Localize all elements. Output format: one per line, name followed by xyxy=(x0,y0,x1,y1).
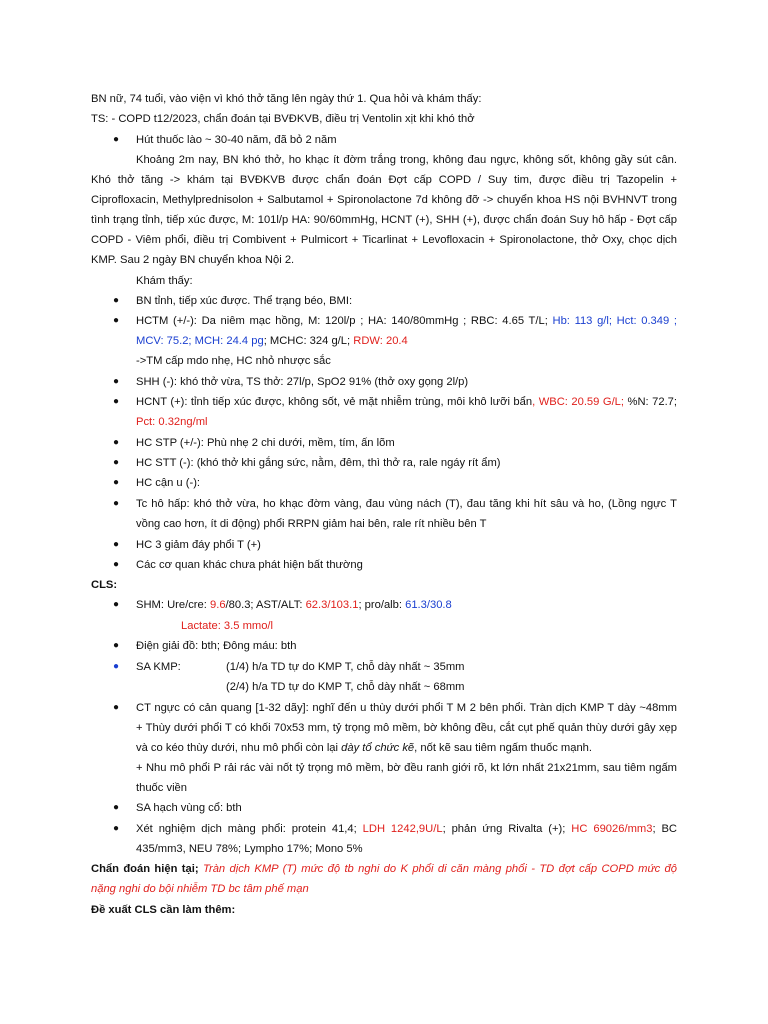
bullet-dot-icon: ● xyxy=(113,823,120,834)
bullet-dot-icon: ● xyxy=(113,437,120,448)
bullet-dot-icon: ● xyxy=(113,477,120,488)
history-line-6: KMP. Sau 2 ngày BN chuyển khoa Nội 2. xyxy=(91,254,295,266)
cls-ct-line-4: + Nhu mô phổi P rải rác vài nốt tỷ trọng mô mềm, bờ đều ranh giới rõ, kt lớn nhất 21x21mm, sau tiêm ngấm xyxy=(136,762,677,774)
exam-general: BN tỉnh, tiếp xúc được. Thể trạng béo, BMI: xyxy=(136,295,353,307)
exam-can-u: HC cận u (-): xyxy=(136,477,201,489)
exam-shh: SHH (-): khó thở vừa, TS thở: 27l/p, SpO2 91% (thở oxy gọng 2l/p) xyxy=(136,376,469,388)
cls-ct-line-3: và co kéo thùy dưới, nhu mô phổi còn lại dày tổ chức kẽ, nốt kẽ sau tiêm ngấm thuốc mạnh. xyxy=(136,742,593,754)
bullet-dot-icon: ● xyxy=(113,640,120,651)
exam-stt: HC STT (-): (khó thở khi gắng sức, nằm, đêm, thì thở ra, rale ngáy rít ẩm) xyxy=(136,457,501,469)
exam-hcnt-line-1: HCNT (+): tỉnh tiếp xúc được, không sốt, vẻ mặt nhiễm trùng, môi khô lưỡi bẩn, WBC: 20.59 G/L; %N: 72.7; xyxy=(136,396,678,408)
exam-respiratory-line-2: vồng cao hơn, ít di động) phổi RRPN giảm hai bên, rale rít nhiều bên T xyxy=(136,518,487,530)
cls-sa-result-2: (2/4) h/a TD tự do KMP T, chỗ dày nhất ~ 68mm xyxy=(226,681,465,693)
cls-lactate: Lactate: 3.5 mmo/l xyxy=(181,620,274,632)
bullet-dot-icon: ● xyxy=(113,498,120,509)
cls-ct-line-2: + Thùy dưới phổi T có khối 70x53 mm, tỷ trọng mô mềm, bờ không đều, cắt cụt phế quản thùy dưới gây xẹp xyxy=(136,722,677,734)
cls-pleural-fluid-line-1: Xét nghiệm dịch màng phổi: protein 41,4; LDH 1242,9U/L; phản ứng Rivalta (+); HC 69026/mm3; BC xyxy=(136,823,677,835)
smoking-history: Hút thuốc lào ~ 30-40 năm, đã bỏ 2 năm xyxy=(136,134,337,146)
exam-hctm-line-1: HCTM (+/-): Da niêm mạc hồng, M: 120l/p ; HA: 140/80mmHg ; RBC: 4.65 T/L; Hb: 113 g/l; Hct: 0.349 ; xyxy=(136,315,677,327)
cls-shm: SHM: Ure/cre: 9.6/80.3; AST/ALT: 62.3/103.1; pro/alb: 61.3/30.8 xyxy=(136,599,452,611)
history-line-1: Khoảng 2m nay, BN khó thở, ho khạc ít đờm trắng trong, không đau ngực, không sốt, không gầy sút cân. xyxy=(136,154,677,166)
bullet-dot-icon: ● xyxy=(113,457,120,468)
exam-hctm-line-2: MCV: 75.2; MCH: 24.4 pg; MCHC: 324 g/L; RDW: 20.4 xyxy=(136,335,408,347)
cls-sa-hach: SA hạch vùng cổ: bth xyxy=(136,802,242,814)
bullet-dot-icon: ● xyxy=(113,539,120,550)
bullet-dot-icon: ● xyxy=(113,396,120,407)
exam-stp: HC STP (+/-): Phù nhẹ 2 chi dưới, mềm, tím, ấn lõm xyxy=(136,437,395,449)
cls-ct-line-5: thuốc viền xyxy=(136,782,187,794)
exam-respiratory-line-1: Tc hô hấp: khó thở vừa, ho khạc đờm vàng, đau vùng nách (T), đau tăng khi hít sâu và ho, (Lồng ngực T xyxy=(136,498,677,510)
bullet-dot-icon: ● xyxy=(113,559,120,570)
bullet-dot-icon: ● xyxy=(113,802,120,813)
exam-hc3: HC 3 giảm đáy phổi T (+) xyxy=(136,539,261,551)
exam-hcnt-pct: Pct: 0.32ng/ml xyxy=(136,416,208,428)
history-line-5: COPD - Viêm phổi, điều trị Combivent + Pulmicort + Ticarlinat + Levofloxacin + Spironolactone, thở Oxy, chọc dịch xyxy=(91,234,677,246)
bullet-dot-icon: ● xyxy=(113,661,120,672)
exam-other: Các cơ quan khác chưa phát hiện bất thường xyxy=(136,559,363,571)
cls-heading: CLS: xyxy=(91,579,118,591)
history-line-2: Khó thở tăng -> khám tại BVĐKVB được chẩn đoán Đợt cấp COPD / Suy tim, được điều trị Tazopelin + xyxy=(91,174,677,186)
cls-ct-line-1: CT ngực có cản quang [1-32 dãy]: nghĩ đến u thùy dưới phổi T M 2 bên phổi. Tràn dịch KMP T dày ~48mm xyxy=(136,702,677,714)
cls-pleural-fluid-line-2: 435/mm3, NEU 78%; Lympho 17%; Mono 5% xyxy=(136,843,363,855)
bullet-dot-icon: ● xyxy=(113,134,120,145)
proposal-heading: Đề xuất CLS cần làm thêm: xyxy=(91,904,236,916)
cls-sa-label: SA KMP: xyxy=(136,661,181,673)
exam-hctm-conclusion: ->TM cấp mdo nhẹ, HC nhỏ nhược sắc xyxy=(136,355,331,367)
intro-line-2: TS: - COPD t12/2023, chẩn đoán tại BVĐKVB, điều trị Ventolin xịt khi khó thở xyxy=(91,113,475,125)
bullet-dot-icon: ● xyxy=(113,376,120,387)
diagnosis-line-1: Chẩn đoán hiện tại; Tràn dịch KMP (T) mức độ tb nghi do K phổi di căn màng phổi - TD đợt cấp COPD mức độ xyxy=(91,863,677,875)
cls-sa-result-1: (1/4) h/a TD tự do KMP T, chỗ dày nhất ~ 35mm xyxy=(226,661,465,673)
bullet-dot-icon: ● xyxy=(113,702,120,713)
cls-electrolyte: Điện giải đồ: bth; Đông máu: bth xyxy=(136,640,297,652)
history-line-3: Ciprofloxacin, Methylprednisolon + Salbutamol + Spironolactone 7d không đỡ -> chuyển khoa HS nội BVHNVT trong xyxy=(91,194,677,206)
bullet-dot-icon: ● xyxy=(113,315,120,326)
diagnosis-line-2: nặng nghi do bội nhiễm TD bc tâm phế mạn xyxy=(91,883,309,895)
bullet-dot-icon: ● xyxy=(113,599,120,610)
intro-line-1: BN nữ, 74 tuổi, vào viện vì khó thở tăng lên ngày thứ 1. Qua hỏi và khám thấy: xyxy=(91,93,482,105)
history-line-4: tình trạng tỉnh, tiếp xúc được, M: 101l/p HA: 90/60mmHg, HCNT (+), SHH (+), được chẩn đoán Suy hô hấp - Đợt cấp xyxy=(91,214,677,226)
bullet-dot-icon: ● xyxy=(113,295,120,306)
exam-heading: Khám thấy: xyxy=(136,275,193,287)
